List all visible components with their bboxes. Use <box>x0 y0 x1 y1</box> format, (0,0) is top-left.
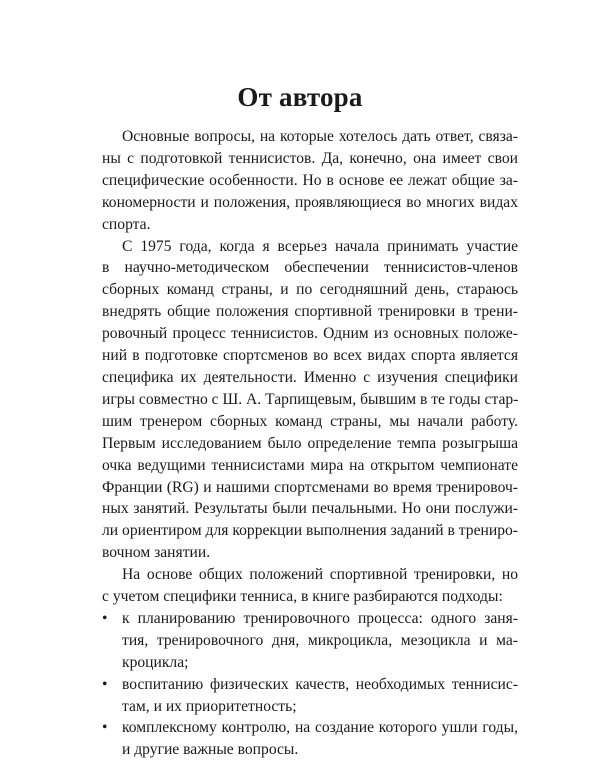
bullet-line: тия, тренировочного дня, микроцикла, мезоцикла и ма- <box>122 631 518 649</box>
bullet-line: комплексному контролю, на создание которого ушли годы, <box>122 719 518 737</box>
paragraph-line: Первым исследованием было определение темпа розыгрыша <box>102 434 518 452</box>
bullet-icon <box>102 739 122 761</box>
paragraph-line: Основные вопросы, на которые хотелось дать ответ, связа- <box>122 128 518 145</box>
bullet-item <box>102 717 518 761</box>
bullet-item <box>102 674 518 718</box>
bullet-line: там, и их приоритетность; <box>122 697 297 715</box>
paragraph-line: ных занятий. Результаты были печальными. Но они послужи- <box>102 500 518 518</box>
paragraph-line: внедрять общие положения спортивной тренировки в трени- <box>102 303 518 321</box>
paragraph-line: специфические особенности. Но в основе ее лежат общие за- <box>102 171 518 189</box>
paragraph-line: очка ведущими теннисистами мира на открытом чемпионате <box>102 456 518 474</box>
paragraph-line: вочном занятии. <box>102 544 211 562</box>
paragraph-line: спорта. <box>102 215 151 233</box>
paragraph-line: На основе общих положений спортивной тренировки, но <box>122 566 518 584</box>
bullet-icon <box>102 696 122 718</box>
paragraph <box>102 564 518 608</box>
paragraph-line: игры совместно с Ш. А. Тарпищевым, бывшим в те годы стар- <box>102 390 519 408</box>
paragraph-line: с учетом специфики тенниса, в книге разбираются подходы: <box>102 588 503 606</box>
bullet-icon: • <box>102 675 108 693</box>
bullet-icon: • <box>102 609 108 627</box>
paragraph-line: Франции (RG) и нашими спортсменами во время тренировоч- <box>102 478 518 496</box>
paragraph-line: ны с подготовкой теннисистов. Да, конечно, она имеет свои <box>102 149 518 167</box>
bullet-line: кроцикла; <box>122 653 189 671</box>
bullet-line: воспитанию физических качеств, необходимых теннисис- <box>122 675 518 693</box>
paragraph-line: шим тренером сборных команд страны, мы начали работу. <box>102 412 518 430</box>
page-title: От автора <box>237 82 363 112</box>
paragraph <box>102 236 518 565</box>
paragraph-line: ний в подготовке спортсменов во всех видах спорта является <box>102 347 518 365</box>
paragraph-line: кономерности и положения, проявляющиеся во многих видах <box>102 193 518 211</box>
bullet-icon <box>102 652 122 674</box>
body-text <box>102 126 518 761</box>
bullet-item <box>102 608 518 674</box>
bullet-line: и другие важные вопросы. <box>122 741 299 759</box>
paragraph <box>102 126 518 236</box>
paragraph-line: С 1975 года, когда я всерьез начала принимать участие <box>122 237 518 255</box>
bullet-icon: • <box>102 719 108 737</box>
paragraph-line: сборных команд страны, и по сегодняшний день, стараюсь <box>102 281 518 299</box>
bullet-icon <box>102 630 122 652</box>
bullet-line: к планированию тренировочного процесса: одного заня- <box>122 609 518 627</box>
paragraph-line: ровочный процесс теннисистов. Одним из основных положе- <box>102 325 518 343</box>
paragraph-line: в научно-методическом обеспечении теннисистов-членов <box>102 259 518 277</box>
paragraph-line: ли ориентиром для коррекции выполнения заданий в трениро- <box>102 522 518 540</box>
paragraph-line: специфика их деятельности. Именно с изучения специфики <box>102 368 518 386</box>
